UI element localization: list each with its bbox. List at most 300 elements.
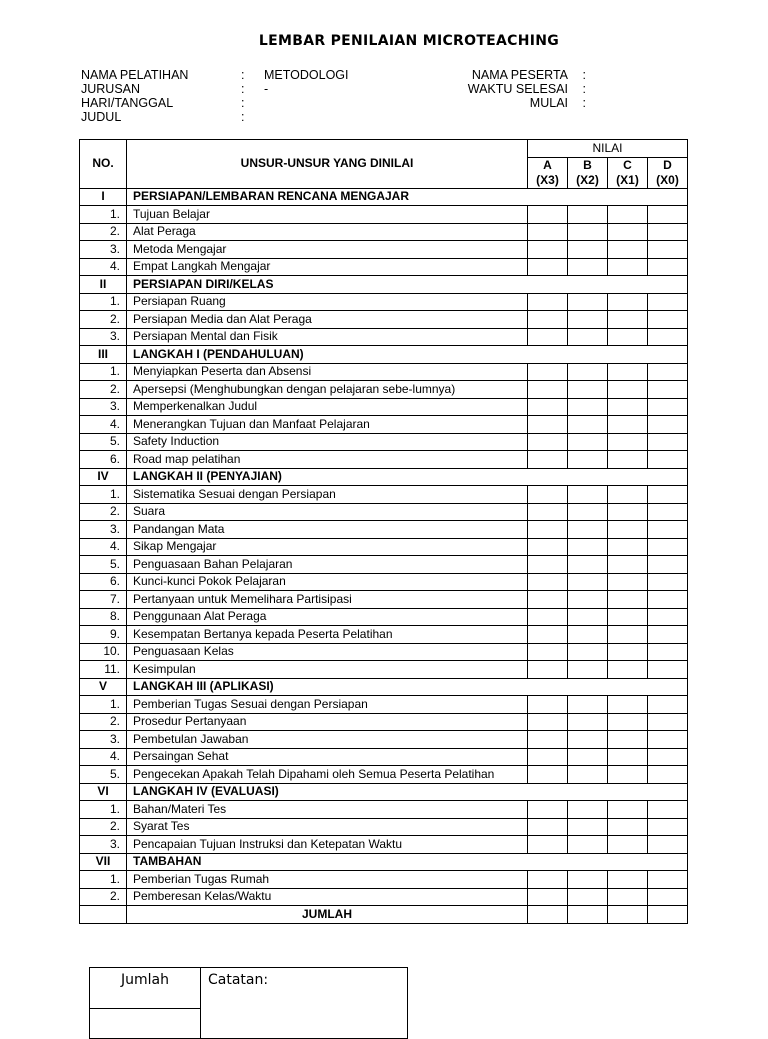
criteria-row — [80, 836, 688, 854]
score-cell[interactable] — [648, 241, 688, 259]
score-cell[interactable] — [648, 871, 688, 889]
criteria-row — [80, 573, 688, 591]
criteria-label: Persaingan Sehat — [127, 748, 528, 766]
score-cell[interactable] — [648, 643, 688, 661]
criteria-label: Suara — [127, 503, 528, 521]
grade-letter: A — [543, 157, 552, 172]
item-number: 1. — [80, 486, 127, 504]
section-number: IV — [80, 468, 127, 486]
item-number: 2. — [80, 888, 127, 906]
score-cell[interactable] — [648, 626, 688, 644]
assessment-table — [79, 139, 688, 924]
score-cell[interactable] — [528, 311, 568, 329]
score-cell[interactable] — [528, 486, 568, 504]
criteria-label: Apersepsi (Menghubungkan dengan pelajaran sebe-lumnya) — [127, 381, 528, 399]
header-unsur: UNSUR-UNSUR YANG DINILAI — [127, 140, 528, 189]
jumlah-divider — [90, 1008, 200, 1009]
score-cell[interactable] — [568, 311, 608, 329]
criteria-label: Menyiapkan Peserta dan Absensi — [127, 363, 528, 381]
score-cell[interactable] — [648, 696, 688, 714]
score-cell[interactable] — [568, 293, 608, 311]
score-cell[interactable] — [528, 223, 568, 241]
grade-letter: D — [663, 157, 672, 172]
score-cell[interactable] — [608, 381, 648, 399]
score-cell[interactable] — [568, 608, 608, 626]
score-cell[interactable] — [568, 801, 608, 819]
criteria-label: Kesimpulan — [127, 661, 528, 679]
criteria-label: Persiapan Mental dan Fisik — [127, 328, 528, 346]
score-cell[interactable] — [568, 433, 608, 451]
score-cell[interactable] — [648, 206, 688, 224]
score-cell[interactable] — [528, 888, 568, 906]
item-number: 10. — [80, 643, 127, 661]
score-cell[interactable] — [568, 748, 608, 766]
score-cell[interactable] — [648, 451, 688, 469]
section-row — [80, 188, 688, 206]
section-title: LANGKAH II (PENYAJIAN) — [127, 468, 688, 486]
header-nilai: NILAI — [528, 140, 688, 158]
item-number: 4. — [80, 416, 127, 434]
score-cell[interactable] — [568, 591, 608, 609]
score-cell[interactable] — [568, 696, 608, 714]
criteria-label: Penggunaan Alat Peraga — [127, 608, 528, 626]
item-number: 3. — [80, 836, 127, 854]
criteria-label: Safety Induction — [127, 433, 528, 451]
score-cell[interactable] — [568, 398, 608, 416]
score-cell[interactable] — [528, 258, 568, 276]
section-title: PERSIAPAN DIRI/KELAS — [127, 276, 688, 294]
criteria-row — [80, 713, 688, 731]
score-cell[interactable] — [528, 713, 568, 731]
score-cell[interactable] — [608, 661, 648, 679]
grade-weight: (X0) — [656, 172, 679, 187]
score-cell[interactable] — [648, 381, 688, 399]
section-title: PERSIAPAN/LEMBARAN RENCANA MENGAJAR — [127, 188, 688, 206]
score-cell[interactable] — [648, 398, 688, 416]
score-cell[interactable] — [568, 206, 608, 224]
score-cell[interactable] — [648, 573, 688, 591]
score-cell[interactable] — [608, 398, 648, 416]
score-cell[interactable] — [528, 836, 568, 854]
score-cell[interactable] — [608, 293, 648, 311]
score-cell[interactable] — [528, 906, 568, 924]
section-number: I — [80, 188, 127, 206]
score-cell[interactable] — [648, 433, 688, 451]
score-cell[interactable] — [568, 451, 608, 469]
score-cell[interactable] — [648, 328, 688, 346]
score-cell[interactable] — [528, 801, 568, 819]
score-cell[interactable] — [608, 766, 648, 784]
score-cell[interactable] — [608, 626, 648, 644]
criteria-row — [80, 258, 688, 276]
criteria-label: Tujuan Belajar — [127, 206, 528, 224]
item-number: 2. — [80, 818, 127, 836]
score-cell[interactable] — [568, 556, 608, 574]
score-cell[interactable] — [528, 871, 568, 889]
item-number: 1. — [80, 696, 127, 714]
criteria-row — [80, 538, 688, 556]
criteria-row — [80, 486, 688, 504]
meta-value: METODOLOGI — [264, 68, 349, 82]
score-cell[interactable] — [648, 906, 688, 924]
score-cell[interactable] — [648, 591, 688, 609]
section-row — [80, 783, 688, 801]
item-number: 5. — [80, 556, 127, 574]
header-grade-b — [568, 157, 608, 188]
header-no: NO. — [80, 140, 127, 189]
criteria-row — [80, 416, 688, 434]
item-number: 1. — [80, 363, 127, 381]
meta-label: JURUSAN — [81, 82, 141, 96]
item-number: 4. — [80, 748, 127, 766]
score-cell[interactable] — [608, 556, 648, 574]
criteria-label: Persiapan Media dan Alat Peraga — [127, 311, 528, 329]
score-cell[interactable] — [528, 696, 568, 714]
score-cell[interactable] — [648, 608, 688, 626]
meta-colon: : — [241, 110, 245, 124]
item-number: 2. — [80, 223, 127, 241]
meta-colon: : — [582, 68, 586, 82]
score-cell[interactable] — [648, 521, 688, 539]
grade-letter: B — [583, 157, 592, 172]
score-cell[interactable] — [608, 573, 648, 591]
item-number: 1. — [80, 801, 127, 819]
score-cell[interactable] — [568, 906, 608, 924]
meta-label: HARI/TANGGAL — [81, 96, 174, 110]
criteria-label: Persiapan Ruang — [127, 293, 528, 311]
criteria-row — [80, 818, 688, 836]
score-cell[interactable] — [608, 363, 648, 381]
score-cell[interactable] — [528, 661, 568, 679]
score-cell[interactable] — [528, 538, 568, 556]
item-number: 9. — [80, 626, 127, 644]
meta-label: NAMA PELATIHAN — [81, 68, 189, 82]
score-cell[interactable] — [568, 223, 608, 241]
item-number: 6. — [80, 451, 127, 469]
score-cell[interactable] — [568, 888, 608, 906]
criteria-row — [80, 223, 688, 241]
item-number: 2. — [80, 381, 127, 399]
assessment-table-body — [80, 188, 688, 906]
score-cell[interactable] — [648, 766, 688, 784]
criteria-label: Pencapaian Tujuan Instruksi dan Ketepatan Waktu — [127, 836, 528, 854]
criteria-label: Kunci-kunci Pokok Pelajaran — [127, 573, 528, 591]
score-cell[interactable] — [568, 818, 608, 836]
criteria-label: Kesempatan Bertanya kepada Peserta Pelatihan — [127, 626, 528, 644]
criteria-row — [80, 556, 688, 574]
score-cell[interactable] — [608, 311, 648, 329]
item-number: 3. — [80, 398, 127, 416]
section-title: TAMBAHAN — [127, 853, 688, 871]
score-cell[interactable] — [608, 591, 648, 609]
meta-label: MULAI — [529, 96, 568, 110]
score-cell[interactable] — [568, 731, 608, 749]
item-number: 1. — [80, 206, 127, 224]
score-cell[interactable] — [528, 206, 568, 224]
score-cell[interactable] — [528, 363, 568, 381]
item-number: 3. — [80, 731, 127, 749]
criteria-row — [80, 328, 688, 346]
item-number: 4. — [80, 538, 127, 556]
score-cell[interactable] — [608, 433, 648, 451]
criteria-label: Pengecekan Apakah Telah Dipahami oleh Semua Peserta Pelatihan — [127, 766, 528, 784]
score-cell[interactable] — [528, 416, 568, 434]
score-cell[interactable] — [608, 713, 648, 731]
score-cell[interactable] — [648, 836, 688, 854]
score-cell[interactable] — [528, 328, 568, 346]
score-cell[interactable] — [568, 521, 608, 539]
header-grade-a — [528, 157, 568, 188]
jumlah-cell[interactable] — [90, 968, 201, 1038]
score-cell[interactable] — [648, 311, 688, 329]
criteria-row — [80, 398, 688, 416]
score-cell[interactable] — [568, 416, 608, 434]
item-number: 4. — [80, 258, 127, 276]
meta-value: - — [264, 82, 269, 96]
criteria-row — [80, 661, 688, 679]
meta-colon: : — [241, 96, 245, 110]
meta-colon: : — [582, 96, 586, 110]
score-cell[interactable] — [568, 241, 608, 259]
criteria-row — [80, 871, 688, 889]
score-cell[interactable] — [608, 451, 648, 469]
item-number: 1. — [80, 871, 127, 889]
criteria-label: Prosedur Pertanyaan — [127, 713, 528, 731]
total-label: JUMLAH — [127, 906, 528, 924]
score-cell[interactable] — [608, 696, 648, 714]
score-cell[interactable] — [528, 433, 568, 451]
score-cell[interactable] — [648, 748, 688, 766]
score-cell[interactable] — [648, 731, 688, 749]
score-cell[interactable] — [568, 363, 608, 381]
score-cell[interactable] — [648, 486, 688, 504]
criteria-label: Pemberesan Kelas/Waktu — [127, 888, 528, 906]
section-number: II — [80, 276, 127, 294]
criteria-row — [80, 731, 688, 749]
grade-weight: (X3) — [536, 172, 559, 187]
item-number: 5. — [80, 433, 127, 451]
score-cell[interactable] — [608, 818, 648, 836]
criteria-row — [80, 748, 688, 766]
total-no-cell — [80, 906, 127, 924]
criteria-label: Pembetulan Jawaban — [127, 731, 528, 749]
section-row — [80, 468, 688, 486]
score-cell[interactable] — [608, 503, 648, 521]
criteria-label: Memperkenalkan Judul — [127, 398, 528, 416]
score-cell[interactable] — [568, 661, 608, 679]
criteria-row — [80, 241, 688, 259]
score-cell[interactable] — [648, 538, 688, 556]
score-cell[interactable] — [528, 591, 568, 609]
criteria-label: Pemberian Tugas Rumah — [127, 871, 528, 889]
criteria-label: Bahan/Materi Tes — [127, 801, 528, 819]
criteria-label: Empat Langkah Mengajar — [127, 258, 528, 276]
score-cell[interactable] — [608, 241, 648, 259]
score-cell[interactable] — [608, 748, 648, 766]
item-number: 2. — [80, 713, 127, 731]
score-cell[interactable] — [568, 713, 608, 731]
score-cell[interactable] — [528, 626, 568, 644]
meta-row-waktu-selesai — [450, 82, 600, 96]
item-number: 5. — [80, 766, 127, 784]
section-number: VII — [80, 853, 127, 871]
score-cell[interactable] — [528, 398, 568, 416]
section-row — [80, 678, 688, 696]
section-row — [80, 853, 688, 871]
score-cell[interactable] — [608, 486, 648, 504]
score-cell[interactable] — [648, 363, 688, 381]
criteria-label: Alat Peraga — [127, 223, 528, 241]
criteria-row — [80, 643, 688, 661]
meta-colon: : — [241, 68, 245, 82]
item-number: 3. — [80, 328, 127, 346]
section-number: V — [80, 678, 127, 696]
criteria-row — [80, 381, 688, 399]
score-cell[interactable] — [528, 503, 568, 521]
score-cell[interactable] — [528, 643, 568, 661]
score-cell[interactable] — [648, 258, 688, 276]
grade-letter: C — [623, 157, 632, 172]
criteria-row — [80, 451, 688, 469]
score-cell[interactable] — [568, 643, 608, 661]
score-cell[interactable] — [528, 556, 568, 574]
meta-right-block — [450, 68, 600, 110]
criteria-row — [80, 521, 688, 539]
score-cell[interactable] — [568, 486, 608, 504]
meta-label: NAMA PESERTA — [471, 68, 568, 82]
score-cell[interactable] — [568, 766, 608, 784]
section-title: LANGKAH III (APLIKASI) — [127, 678, 688, 696]
score-cell[interactable] — [608, 328, 648, 346]
score-cell[interactable] — [648, 713, 688, 731]
criteria-label: Pandangan Mata — [127, 521, 528, 539]
item-number: 2. — [80, 503, 127, 521]
criteria-row — [80, 433, 688, 451]
grade-weight: (X2) — [576, 172, 599, 187]
summary-box — [89, 967, 408, 1039]
score-cell[interactable] — [648, 818, 688, 836]
document-title: LEMBAR PENILAIAN MICROTEACHING — [258, 33, 560, 49]
score-cell[interactable] — [608, 223, 648, 241]
score-cell[interactable] — [648, 416, 688, 434]
score-cell[interactable] — [528, 451, 568, 469]
score-cell[interactable] — [608, 643, 648, 661]
meta-label: JUDUL — [81, 110, 122, 124]
criteria-row — [80, 206, 688, 224]
criteria-row — [80, 801, 688, 819]
score-cell[interactable] — [528, 748, 568, 766]
total-row — [80, 906, 688, 924]
score-cell[interactable] — [568, 626, 608, 644]
meta-row-nama-peserta — [450, 68, 600, 82]
score-cell[interactable] — [608, 206, 648, 224]
criteria-row — [80, 608, 688, 626]
criteria-label: Road map pelatihan — [127, 451, 528, 469]
item-number: 11. — [80, 661, 127, 679]
header-grade-d — [648, 157, 688, 188]
score-cell[interactable] — [568, 538, 608, 556]
criteria-label: Pertanyaan untuk Memelihara Partisipasi — [127, 591, 528, 609]
score-cell[interactable] — [648, 801, 688, 819]
section-title: LANGKAH I (PENDAHULUAN) — [127, 346, 688, 364]
criteria-row — [80, 311, 688, 329]
meta-colon: : — [241, 82, 245, 96]
item-number: 8. — [80, 608, 127, 626]
section-number: III — [80, 346, 127, 364]
meta-row-mulai — [450, 96, 600, 110]
score-cell[interactable] — [528, 766, 568, 784]
score-cell[interactable] — [648, 223, 688, 241]
score-cell[interactable] — [608, 258, 648, 276]
score-cell[interactable] — [648, 888, 688, 906]
criteria-row — [80, 363, 688, 381]
score-cell[interactable] — [528, 293, 568, 311]
criteria-label: Menerangkan Tujuan dan Manfaat Pelajaran — [127, 416, 528, 434]
section-row — [80, 346, 688, 364]
score-cell[interactable] — [608, 731, 648, 749]
score-cell[interactable] — [568, 836, 608, 854]
score-cell[interactable] — [648, 503, 688, 521]
criteria-label: Sistematika Sesuai dengan Persiapan — [127, 486, 528, 504]
score-cell[interactable] — [528, 381, 568, 399]
criteria-row — [80, 888, 688, 906]
score-cell[interactable] — [528, 818, 568, 836]
score-cell[interactable] — [608, 888, 648, 906]
score-cell[interactable] — [608, 801, 648, 819]
item-number: 3. — [80, 241, 127, 259]
score-cell[interactable] — [608, 608, 648, 626]
criteria-label: Penguasaan Bahan Pelajaran — [127, 556, 528, 574]
score-cell[interactable] — [608, 538, 648, 556]
header-grade-c — [608, 157, 648, 188]
score-cell[interactable] — [568, 328, 608, 346]
score-cell[interactable] — [528, 731, 568, 749]
score-cell[interactable] — [608, 836, 648, 854]
section-title: LANGKAH IV (EVALUASI) — [127, 783, 688, 801]
score-cell[interactable] — [528, 521, 568, 539]
score-cell[interactable] — [568, 258, 608, 276]
score-cell[interactable] — [528, 608, 568, 626]
score-cell[interactable] — [648, 293, 688, 311]
score-cell[interactable] — [568, 503, 608, 521]
criteria-row — [80, 503, 688, 521]
criteria-row — [80, 766, 688, 784]
score-cell[interactable] — [568, 573, 608, 591]
section-row — [80, 276, 688, 294]
score-cell[interactable] — [608, 521, 648, 539]
score-cell[interactable] — [528, 573, 568, 591]
criteria-label: Syarat Tes — [127, 818, 528, 836]
meta-label: WAKTU SELESAI — [467, 82, 568, 96]
grade-weight: (X1) — [616, 172, 639, 187]
criteria-label: Metoda Mengajar — [127, 241, 528, 259]
item-number: 2. — [80, 311, 127, 329]
score-cell[interactable] — [648, 556, 688, 574]
criteria-row — [80, 293, 688, 311]
score-cell[interactable] — [608, 906, 648, 924]
score-cell[interactable] — [528, 241, 568, 259]
criteria-row — [80, 591, 688, 609]
score-cell[interactable] — [648, 661, 688, 679]
score-cell[interactable] — [568, 381, 608, 399]
score-cell[interactable] — [568, 871, 608, 889]
score-cell[interactable] — [608, 871, 648, 889]
criteria-label: Sikap Mengajar — [127, 538, 528, 556]
score-cell[interactable] — [608, 416, 648, 434]
item-number: 6. — [80, 573, 127, 591]
criteria-label: Penguasaan Kelas — [127, 643, 528, 661]
meta-colon: : — [582, 82, 586, 96]
